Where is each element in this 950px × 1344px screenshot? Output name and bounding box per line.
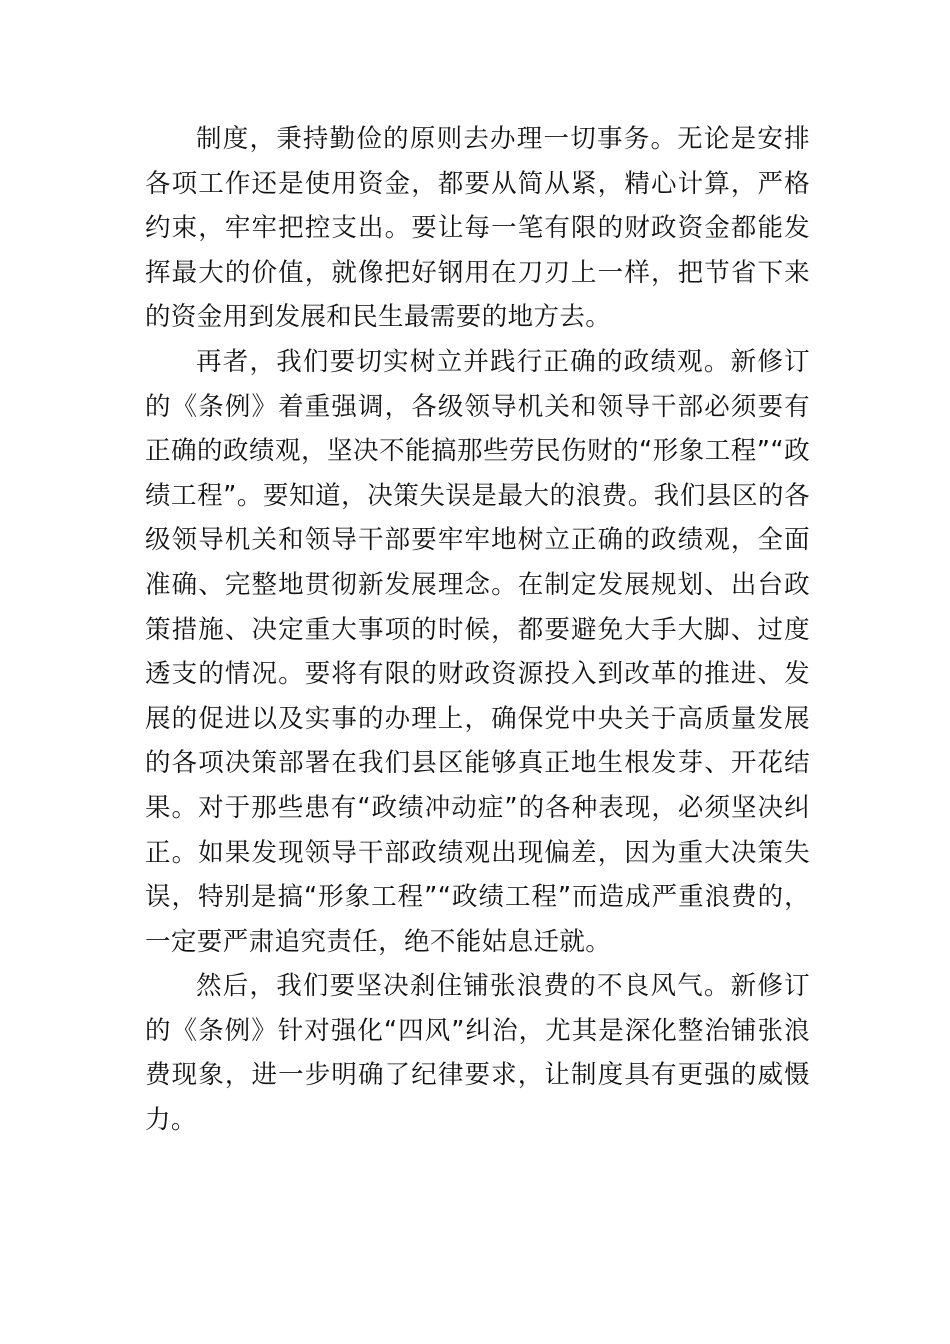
paragraph-2: 再者，我们要切实树立并践行正确的政绩观。新修订的《条例》着重强调，各级领导机关和领导干部必须要有正确的政绩观，坚决不能搞那些劳民伤财的“形象工程”“政绩工程”。要知道，决策失误是最大的浪费。我们县区的各级领导机关和领导干部要牢牢地树立正确的政绩观，全面准确、完整地贯彻新发展理念。在制定发展规划、出台政策措施、决定重大事项的时候，都要避免大手大脚、过度透支的情况。要将有限的财政资源投入到改革的推进、发展的促进以及实事的办理上，确保党中央关于高质量发展的各项决策部署在我们县区能够真正地生根发芽、开花结果。对于那些患有“政绩冲动症”的各种表现，必须坚决纠正。如果发现领导干部政绩观出现偏差，因为重大决策失误，特别是搞“形象工程”“政绩工程”而造成严重浪费的，一定要严肃追究责任，绝不能姑息迁就。: [145, 346, 810, 957]
paragraph-3: 然后，我们要坚决刹住铺张浪费的不良风气。新修订的《条例》针对强化“四风”纠治，尤其是深化整治铺张浪费现象，进一步明确了纪律要求，让制度具有更强的威慑力。: [145, 971, 810, 1136]
paragraph-1: 制度，秉持勤俭的原则去办理一切事务。无论是安排各项工作还是使用资金，都要从简从紧，精心计算，严格约束，牢牢把控支出。要让每一笔有限的财政资金都能发挥最大的价值，就像把好钢用在刀刃上一样，把节省下来的资金用到发展和民生最需要的地方去。: [145, 124, 810, 333]
document-body: [145, 117, 810, 1143]
